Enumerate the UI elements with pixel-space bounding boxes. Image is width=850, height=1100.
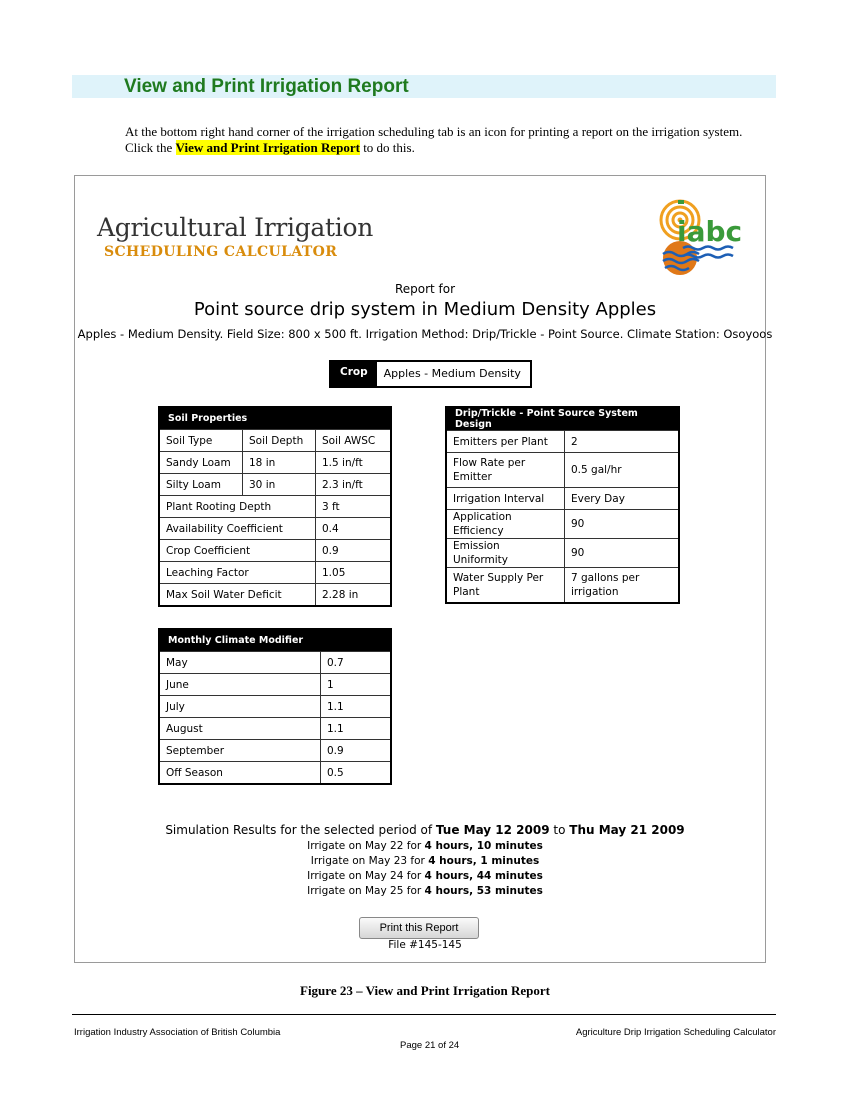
table-row	[159, 430, 391, 452]
simulation-end-date: Thu May 21 2009	[569, 823, 685, 837]
table-cell: July	[159, 696, 321, 718]
file-number: File #145-145	[388, 939, 462, 951]
table-row	[159, 496, 391, 518]
table-cell: Emission Uniformity	[446, 539, 565, 568]
table-row	[159, 718, 391, 740]
table-cell: 7 gallons per irrigation	[565, 568, 680, 604]
table-row	[159, 452, 391, 474]
table-cell: 0.5	[321, 762, 392, 785]
table-cell: 2.28 in	[316, 584, 392, 607]
table-cell: 1.5 in/ft	[316, 452, 392, 474]
report-subtitle: Apples - Medium Density. Field Size: 800 x 500 ft. Irrigation Method: Drip/Trickle - Point Source. Climate Station: Osoyoos	[77, 327, 773, 341]
figure-caption: Figure 23 – View and Print Irrigation Report	[300, 983, 550, 998]
footer-divider	[72, 1014, 776, 1015]
drip-system-header: Drip/Trickle - Point Source System Design	[446, 407, 679, 431]
table-row	[159, 740, 391, 762]
table-cell: Emitters per Plant	[446, 431, 565, 453]
table-row	[159, 696, 391, 718]
irrigation-duration: 4 hours, 1 minutes	[428, 855, 540, 867]
table-cell: Sandy Loam	[159, 452, 243, 474]
table-cell: 0.4	[316, 518, 392, 540]
iabc-logo	[659, 196, 741, 278]
irrigation-date: Irrigate on May 25 for	[307, 885, 425, 897]
irrigation-line	[0, 840, 850, 852]
table-cell: Every Day	[565, 488, 680, 510]
table-row	[159, 652, 391, 674]
table-cell: 90	[565, 510, 680, 539]
table-cell: 0.5 gal/hr	[565, 453, 680, 488]
table-cell: Availability Coefficient	[159, 518, 316, 540]
table-cell: Plant Rooting Depth	[159, 496, 316, 518]
table-cell: 1.1	[321, 718, 392, 740]
crop-value: Apples - Medium Density	[377, 362, 530, 386]
intro-text-before: At the bottom right hand corner of the irrigation scheduling tab is an icon for printing a report on the irrigation system. Click the	[125, 124, 743, 155]
calculator-logo-line2: SCHEDULING CALCULATOR	[104, 244, 338, 260]
iabc-logo-graphic	[659, 196, 741, 278]
table-cell: Silty Loam	[159, 474, 243, 496]
table-cell: Soil AWSC	[316, 430, 392, 452]
report-title: Point source drip system in Medium Density Apples	[193, 299, 657, 320]
table-cell: 1.1	[321, 696, 392, 718]
irrigation-line	[0, 855, 850, 867]
irrigation-line	[0, 885, 850, 897]
table-cell: May	[159, 652, 321, 674]
table-cell: Max Soil Water Deficit	[159, 584, 316, 607]
table-cell: September	[159, 740, 321, 762]
footer-left-text: Irrigation Industry Association of British Columbia	[74, 1027, 281, 1038]
table-row	[159, 518, 391, 540]
soil-properties-table	[158, 406, 392, 607]
simulation-start-date: Tue May 12 2009	[435, 823, 550, 837]
table-cell: Off Season	[159, 762, 321, 785]
table-row	[446, 431, 679, 453]
simulation-results-line	[0, 823, 850, 837]
table-row	[159, 540, 391, 562]
footer-right-text: Agriculture Drip Irrigation Scheduling Calculator	[575, 1027, 776, 1038]
table-row	[159, 584, 391, 607]
intro-paragraph	[125, 124, 750, 156]
irrigation-duration: 4 hours, 44 minutes	[424, 870, 543, 882]
table-cell: 0.7	[321, 652, 392, 674]
table-cell: Water Supply Per Plant	[446, 568, 565, 604]
table-cell: 18 in	[243, 452, 316, 474]
table-cell: Leaching Factor	[159, 562, 316, 584]
table-cell: June	[159, 674, 321, 696]
table-cell: 2	[565, 431, 680, 453]
simulation-prefix: Simulation Results for the selected period of	[165, 823, 436, 837]
intro-text-after: to do this.	[359, 140, 415, 155]
table-cell: 30 in	[243, 474, 316, 496]
table-row	[446, 568, 679, 604]
footer-page-number: Page 21 of 24	[400, 1040, 460, 1051]
soil-properties-header: Soil Properties	[159, 407, 391, 430]
iabc-logo-wordmark: iabc	[677, 215, 741, 248]
table-row	[159, 762, 391, 785]
section-title: View and Print Irrigation Report	[124, 76, 409, 97]
table-cell: August	[159, 718, 321, 740]
irrigation-date: Irrigate on May 23 for	[310, 855, 429, 867]
drip-system-design-table	[445, 406, 680, 604]
table-cell: Soil Depth	[243, 430, 316, 452]
table-cell: Crop Coefficient	[159, 540, 316, 562]
table-cell: Flow Rate per Emitter	[446, 453, 565, 488]
table-row	[159, 674, 391, 696]
table-cell: 3 ft	[316, 496, 392, 518]
report-for-label: Report for	[394, 282, 456, 296]
crop-box	[329, 360, 532, 388]
table-row	[159, 474, 391, 496]
crop-label: Crop	[331, 362, 377, 386]
table-row	[446, 488, 679, 510]
print-report-button[interactable]: Print this Report	[359, 917, 479, 939]
simulation-to: to	[549, 823, 570, 837]
table-cell: 0.9	[321, 740, 392, 762]
table-cell: 1	[321, 674, 392, 696]
irrigation-date: Irrigate on May 24 for	[307, 870, 425, 882]
table-row	[446, 453, 679, 488]
climate-modifier-table	[158, 628, 392, 785]
table-cell: 0.9	[316, 540, 392, 562]
climate-modifier-header: Monthly Climate Modifier	[159, 629, 391, 652]
irrigation-line	[0, 870, 850, 882]
table-row	[446, 510, 679, 539]
calculator-logo-line1: Agricultural Irrigation	[97, 213, 374, 242]
irrigation-duration: 4 hours, 53 minutes	[424, 885, 543, 897]
table-cell: 2.3 in/ft	[316, 474, 392, 496]
intro-highlight-link: View and Print Irrigation Report	[175, 140, 360, 155]
irrigation-date: Irrigate on May 22 for	[307, 840, 425, 852]
table-row	[446, 539, 679, 568]
irrigation-duration: 4 hours, 10 minutes	[424, 840, 543, 852]
table-row	[159, 562, 391, 584]
table-cell: Application Efficiency	[446, 510, 565, 539]
table-cell: Soil Type	[159, 430, 243, 452]
table-cell: 90	[565, 539, 680, 568]
table-cell: 1.05	[316, 562, 392, 584]
table-cell: Irrigation Interval	[446, 488, 565, 510]
